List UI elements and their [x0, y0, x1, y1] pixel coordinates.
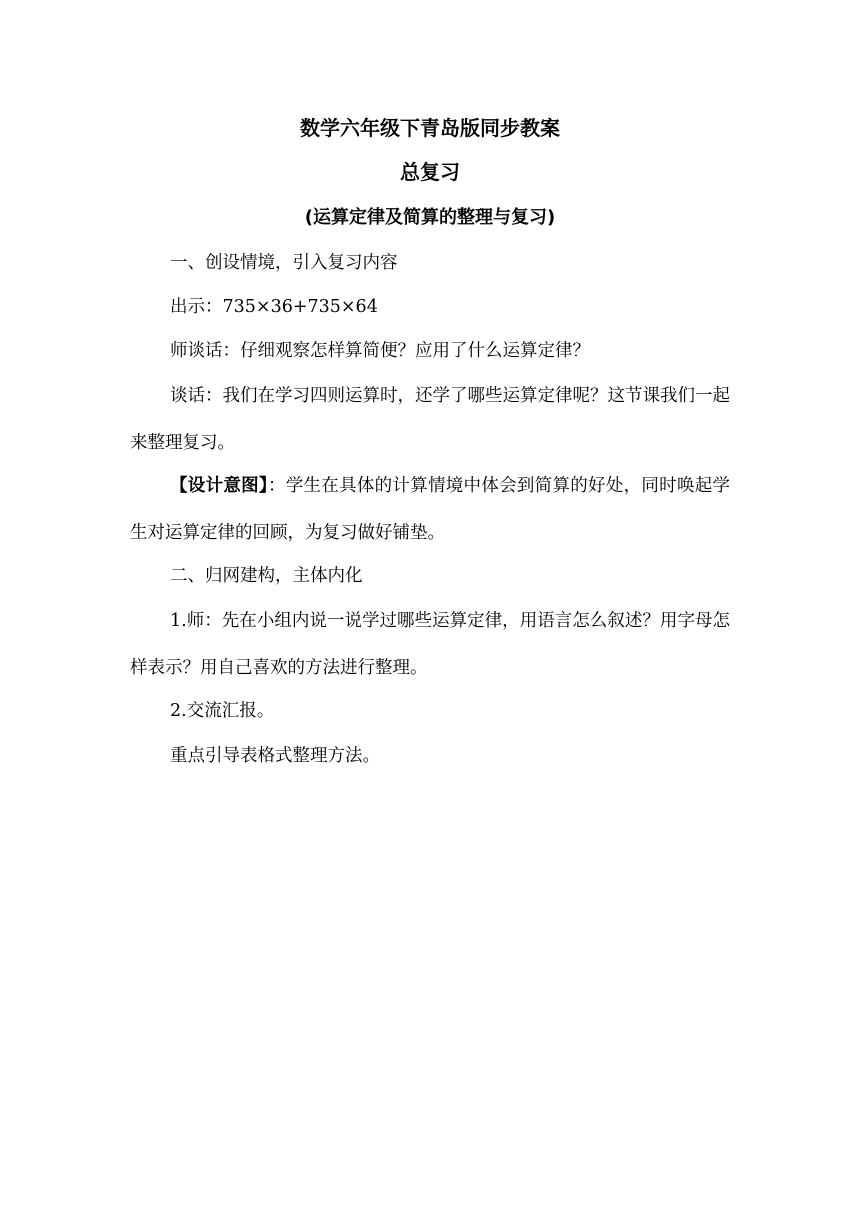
- paragraph-step-1: 1.师：先在小组内说一说学过哪些运算定律，用语言怎么叙述？用字母怎样表示？用自己喜欢的方法进行整理。: [130, 611, 730, 678]
- section-heading-1: 一、创设情境，引入复习内容: [170, 253, 398, 273]
- design-intent-label: 【设计意图】: [170, 476, 268, 496]
- document-topic: (运算定律及简算的整理与复习): [304, 207, 556, 228]
- design-intent-text: ：学生在具体的计算情境中体会到简算的好处，同时唤起学生对运算定律的回顾，为复习做好铺垫。: [130, 476, 731, 543]
- paragraph-step-2: 2.交流汇报。: [170, 701, 275, 721]
- paragraph-talk: 谈话：我们在学习四则运算时，还学了哪些运算定律呢？这节课我们一起来整理复习。: [130, 386, 730, 453]
- paragraph-design-intent: [130, 463, 730, 557]
- paragraph-focus: 重点引导表格式整理方法。: [170, 746, 380, 766]
- paragraph-teacher-question: 师谈话：仔细观察怎样算简便？应用了什么运算定律？: [170, 341, 590, 361]
- section-heading-2: 二、归网建构，主体内化: [170, 566, 363, 586]
- document-title: 数学六年级下青岛版同步教案: [300, 116, 560, 140]
- paragraph-show-expression: 出示：735×36+735×64: [170, 297, 378, 317]
- document-subtitle: 总复习: [400, 160, 460, 184]
